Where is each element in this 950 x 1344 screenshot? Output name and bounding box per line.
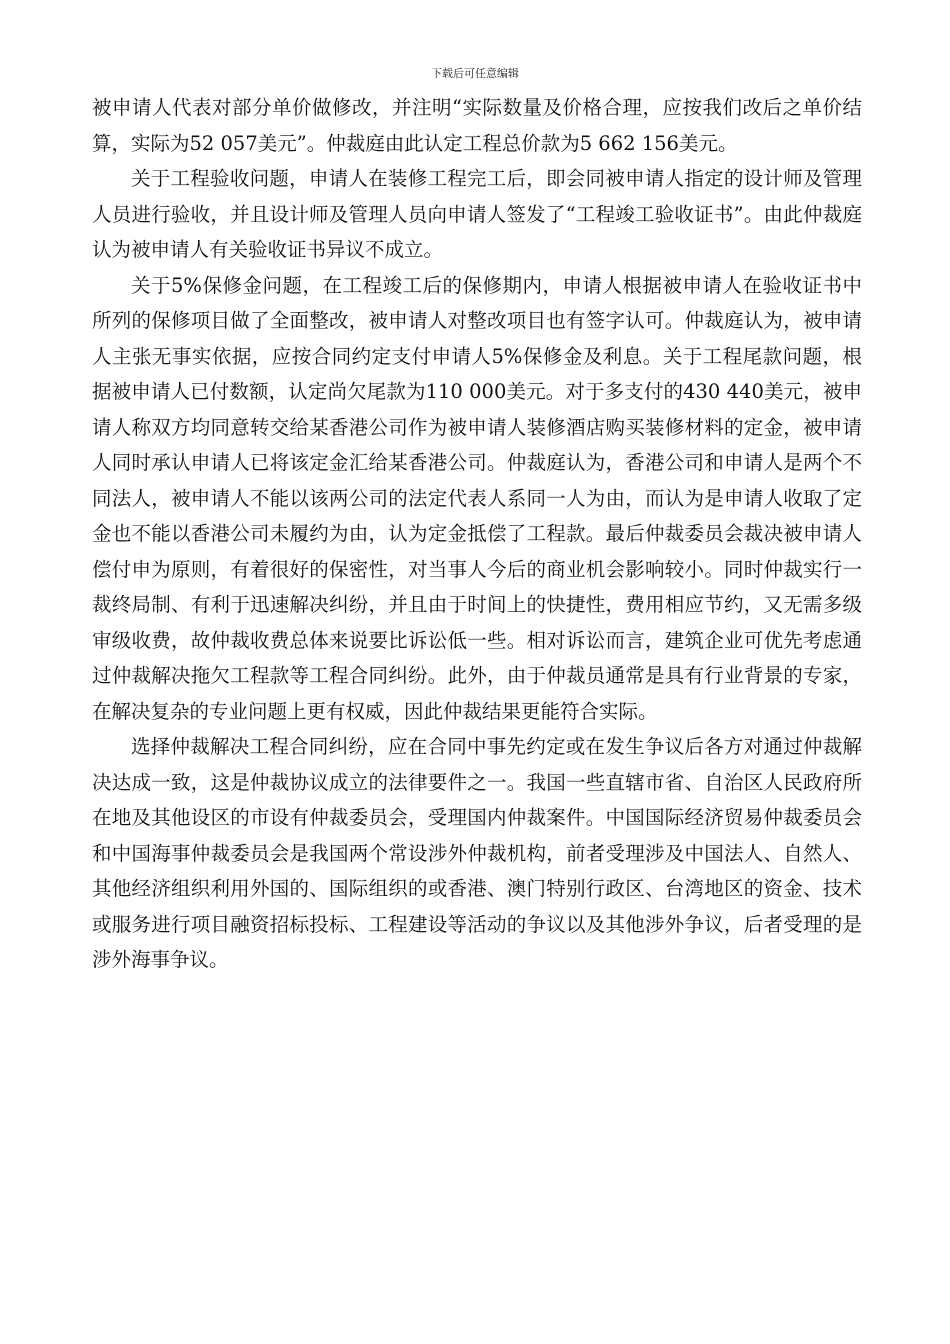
paragraph-2: 关于工程验收问题，申请人在装修工程完工后，即会同被申请人指定的设计师及管理人员进行验收，并且设计师及管理人员向申请人签发了“工程竣工验收证书”。由此仲裁庭认为被申请人有关验收证书异议不成立。 [92, 167, 862, 261]
page-header-note: 下载后可任意编辑 [431, 67, 519, 80]
paragraph-1: 被申请人代表对部分单价做修改，并注明“实际数量及价格合理，应按我们改后之单价结算，实际为52 057美元”。仲裁庭由此认定工程总价款为5 662 156美元。 [92, 96, 862, 155]
paragraph-3: 关于5%保修金问题，在工程竣工后的保修期内，申请人根据被申请人在验收证书中所列的保修项目做了全面整改，被申请人对整改项目也有签字认可。仲裁庭认为，被申请人主张无事实依据，应按合同约定支付申请人5%保修金及利息。关于工程尾款问题，根据被申请人已付数额，认定尚欠尾款为110 000美元。对于多支付的430 440美元，被申请人称双方均同意转交给某香港公司作为被申请人装修酒店购买装修材料的定金，被申请人同时承认申请人已将该定金汇给某香港公司。仲裁庭认为，香港公司和申请人是两个不同法人，被申请人不能以该两公司的法定代表人系同一人为由，而认为是申请人收取了定金也不能以香港公司未履约为由，认为定金抵偿了工程款。最后仲裁委员会裁决被申请人偿付申为原则，有着很好的保密性，对当事人今后的商业机会影响较小。同时仲裁实行一裁终局制、有利于迅速解决纠纷，并且由于时间上的快捷性，费用相应节约，又无需多级审级收费，故仲裁收费总体来说要比诉讼低一些。相对诉讼而言，建筑企业可优先考虑通过仲裁解决拖欠工程款等工程合同纠纷。此外，由于仲裁员通常是具有行业背景的专家，在解决复杂的专业问题上更有权威，因此仲裁结果更能符合实际。 [92, 273, 862, 723]
document-body [92, 90, 862, 978]
paragraph-4: 选择仲裁解决工程合同纠纷，应在合同中事先约定或在发生争议后各方对通过仲裁解决达成一致，这是仲裁协议成立的法律要件之一。我国一些直辖市省、自治区人民政府所在地及其他设区的市设有仲裁委员会，受理国内仲裁案件。中国国际经济贸易仲裁委员会和中国海事仲裁委员会是我国两个常设涉外仲裁机构，前者受理涉及中国法人、自然人、其他经济组织利用外国的、国际组织的或香港、澳门特别行政区、台湾地区的资金、技术或服务进行项目融资招标投标、工程建设等活动的争议以及其他涉外争议，后者受理的是涉外海事争议。 [92, 735, 862, 971]
